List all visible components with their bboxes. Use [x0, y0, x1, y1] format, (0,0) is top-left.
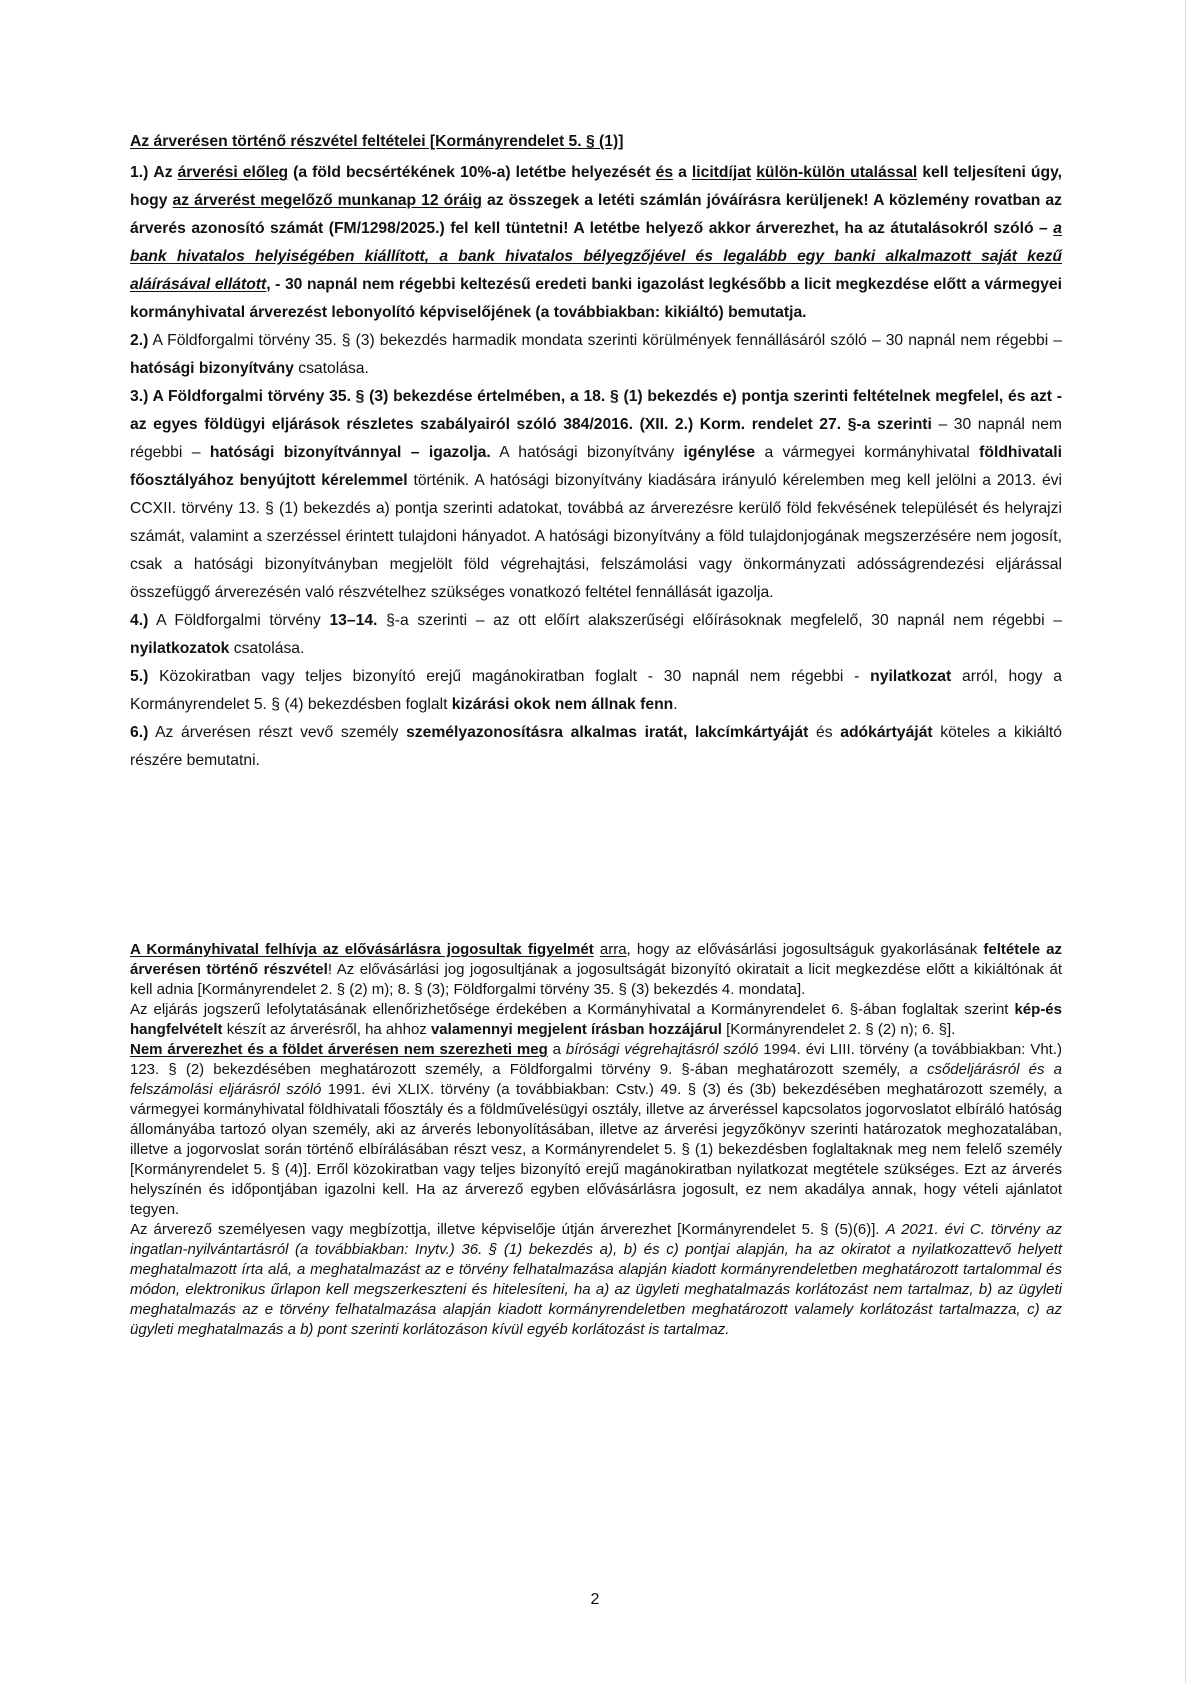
preemption-notice: A Kormányhivatal felhívja az elővásárlásra jogosultak figyelmét arra, hogy az elővásárlási jogosultságuk gyakorlásának feltétele az árverésen történő részvétel! Az elővásárlási jog jogosultjának a jogosultságát bizonyító okiratait a licit megkezdése előtt a kikiáltónak át kell adnia [Kormányrendelet 2. § (2) m); 8. § (3); Földforgalmi törvény 35. § (3) bekezdés 4. mondata].	[130, 941, 1063, 998]
condition-item-3: 3.) A Földforgalmi törvény 35. § (3) bekezdése értelmében, a 18. § (1) bekezdés e) pontja szerinti feltételnek megfelel, és azt - az egyes földügyi eljárások részletes szabályairól szóló 384/2016. (XII. 2.) Korm. rendelet 27. §-a szerinti – 30 napnál nem régebbi – hatósági bizonyítvánnyal – igazolja. A hatósági bizonyítvány igénylése a vármegyei kormányhivatal földhivatali főosztályához benyújtott kérelemmel történik. A hatósági bizonyítvány kiadására irányuló kérelemben meg kell jelölni a 2013. évi CCXII. törvény 13. § (1) bekezdés a) pontja szerinti adatokat, továbbá az árverezésre kerülő föld fekvésének települését és helyrajzi számát, valamint a szerzéssel érintett tulajdoni hányadot. A hatósági bizonyítvány a föld tulajdonjogának megszerzésére nem jogosít, csak a hatósági bizonyítványban megjelölt föld végrehajtási, felszámolási vagy önkormányzati adósságrendezési eljárással összefüggő árverezésén való részvételhez szükséges vonatkozó feltétel fennállását igazolja.	[130, 388, 1063, 601]
heading-text: Az árverésen történő részvétel feltételei [Kormányrendelet 5. § (1)]	[130, 133, 624, 150]
condition-item-1: 1.) Az árverési előleg (a föld becsértékének 10%-a) letétbe helyezését és a licitdíjat külön-külön utalással kell teljesíteni úgy, hogy az árverést megelőző munkanap 12 óráig az összegek a letéti számlán jóváírásra kerüljenek! A közlemény rovatban az árverés azonosító számát (FM/1298/2025.) fel kell tüntetni! A letétbe helyező akkor árverezhet, ha az átutalásokról szóló – a bank hivatalos helyiségében kiállított, a bank hivatalos bélyegzőjével és legalább egy banki alkalmazott saját kezű aláírásával ellátott, - 30 napnál nem régebbi keltezésű eredeti banki igazolást legkésőbb a licit megkezdése előtt a vármegyei kormányhivatal árverezést lebonyolító képviselőjének (a továbbiakban: kikiáltó) bemutatja.	[130, 164, 1063, 321]
notice-paragraphs	[130, 940, 1062, 1340]
conditions-list	[130, 159, 1062, 775]
condition-item-5: 5.) Közokiratban vagy teljes bizonyító erejű magánokiratban foglalt - 30 napnál nem régebbi - nyilatkozat arról, hogy a Kormányrendelet 5. § (4) bekezdésben foglalt kizárási okok nem állnak fenn.	[130, 668, 1063, 713]
section-heading	[130, 128, 1062, 156]
condition-item-2: 2.) A Földforgalmi törvény 35. § (3) bekezdés harmadik mondata szerinti körülmények fennállásáról szóló – 30 napnál nem régebbi – hatósági bizonyítvány csatolása.	[130, 332, 1062, 377]
exclusion-notice: Nem árverezhet és a földet árverésen nem szerezheti meg a bírósági végrehajtásról szóló 1994. évi LIII. törvény (a továbbiakban: Vht.) 123. § (2) bekezdésében meghatározott személy, a Földforgalmi törvény 9. §-ában meghatározott személy, a csődeljárásról és a felszámolási eljárásról szóló 1991. évi XLIX. törvény (a továbbiakban: Cstv.) 49. § (3) és (3b) bekezdésében meghatározott személy, a vármegyei kormányhivatal földhivatali főosztály és a földművelésügyi osztály, illetve az árveréssel kapcsolatos jogorvoslatot elbíráló hatóság állományába tartozó olyan személy, aki az árverés lebonyolításában, illetve az árverési jegyzőkönyv szerinti határozatok meghozatalában, illetve a jogorvoslat során történő elbírálásában részt vesz, a Kormányrendelet 5. § (1) bekezdésben foglaltaknak meg nem felelő személy [Kormányrendelet 5. § (4)]. Erről közokiratban vagy teljes bizonyító erejű magánokiratban nyilatkozat megtétele szükséges. Ezt az árverés helyszínén és időpontjában igazolni kell. Ha az árverező egyben elővásárlásra jogosult, ez nem akadálya annak, hogy vételi ajánlatot tegyen.	[130, 1041, 1063, 1218]
representation-notice: Az árverező személyesen vagy megbízottja, illetve képviselője útján árverezhet [Kormányrendelet 5. § (5)(6)]. A 2021. évi C. törvény az ingatlan-nyilvántartásról (a továbbiakban: Inytv.) 36. § (1) bekezdés a), b) és c) pontjai alapján, ha az okiratot a nyilatkozattevő helyett meghatalmazott írta alá, a meghatalmazást az e törvény felhatalmazása alapján kiadott kormányrendeletben meghatározott tartalommal és módon, elektronikus űrlapon kell megszerkeszteni és hitelesíteni, ha a) az ügyleti meghatalmazás korlátozást nem tartalmaz, b) az ügyleti meghatalmazás az e törvény felhatalmazása alapján kiadott kormányrendeletben meghatározott valamely korlátozást tartalmazza, c) az ügyleti meghatalmazás a b) pont szerinti korlátozáson kívül egyéb korlátozást is tartalmaz.	[130, 1221, 1062, 1338]
scan-edge-line	[1185, 0, 1186, 1683]
condition-item-6: 6.) Az árverésen részt vevő személy személyazonosításra alkalmas iratát, lakcímkártyáját és adókártyáját köteles a kikiáltó részére bemutatni.	[130, 724, 1062, 769]
condition-item-4: 4.) A Földforgalmi törvény 13–14. §-a szerinti – az ott előírt alakszerűségi előírásoknak megfelelő, 30 napnál nem régebbi – nyilatkozatok csatolása.	[130, 612, 1062, 657]
page-number: 2	[590, 1591, 600, 1608]
recording-notice: Az eljárás jogszerű lefolytatásának ellenőrizhetősége érdekében a Kormányhivatal a Kormányrendelet 6. §-ában foglaltak szerint kép-és hangfelvételt készít az árverésről, ha ahhoz valamennyi megjelent írásban hozzájárul [Kormányrendelet 2. § (2) n); 6. §].	[130, 1001, 1062, 1038]
